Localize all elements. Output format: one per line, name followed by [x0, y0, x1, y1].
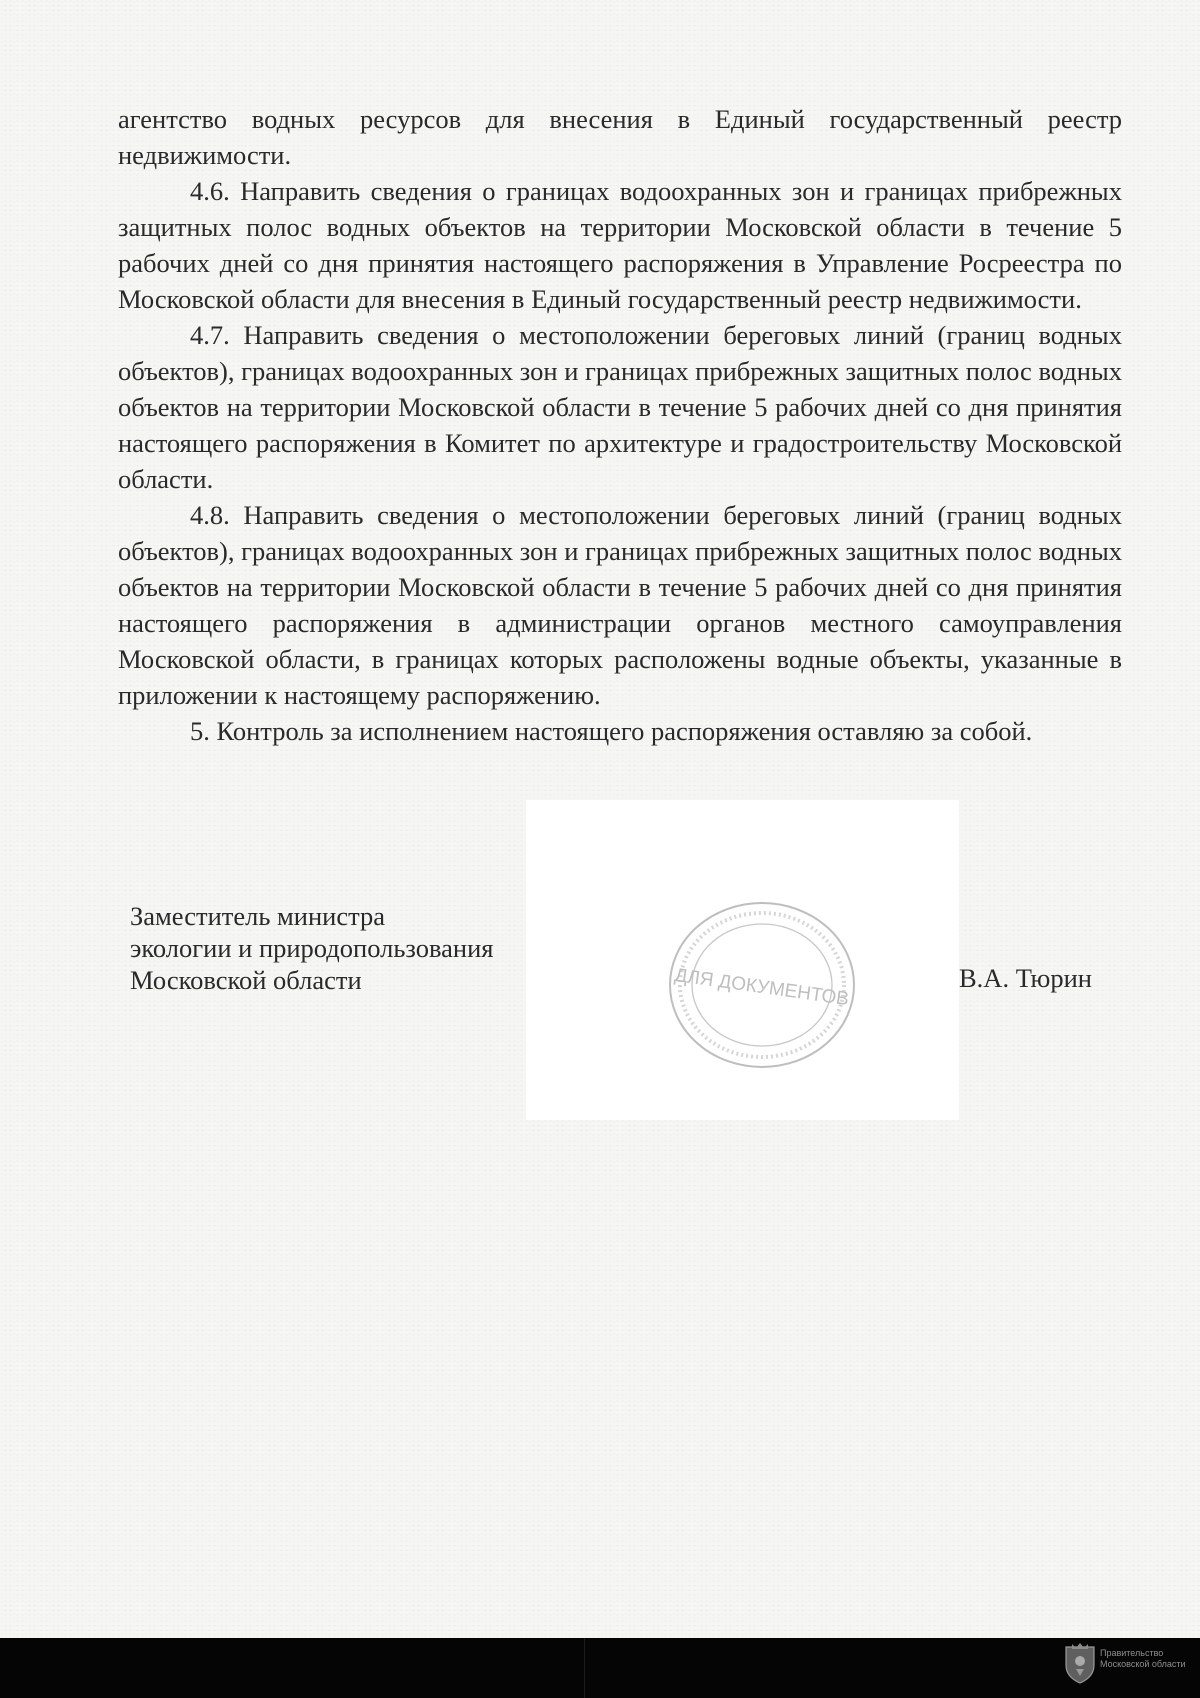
signer-title-line: Заместитель министра — [130, 901, 386, 931]
signer-title-line: экологии и природопользования — [130, 933, 494, 963]
paragraph-continuation: агентство водных ресурсов для внесения в Единый государственный реестр недвижимости. — [118, 104, 1122, 170]
official-seal — [662, 895, 862, 1075]
footer-divider — [584, 1638, 585, 1698]
paragraph-4-7: 4.7. Направить сведения о местоположении береговых линий (границ водных объектов), границах водоохранных зон и границах прибрежных защитных полос водных объектов на территории Московской области в течение 5 рабочих дней со дня принятия настоящего распоряжения в Комитет по архитектуре и градостроительству Московской области. — [118, 320, 1122, 494]
document-body — [118, 101, 1122, 749]
signer-title — [130, 900, 493, 996]
paragraph-4-6: 4.6. Направить сведения о границах водоохранных зон и границах прибрежных защитных полос водных объектов на территории Московской области в течение 5 рабочих дней со дня принятия настоящего распоряжения в Управление Росреестра по Московской области для внесения в Единый государственный реестр недвижимости. — [118, 176, 1122, 314]
footer-organization — [1100, 1648, 1196, 1670]
footer-bar — [0, 1638, 1200, 1698]
footer-org-line: Правительство — [1100, 1648, 1164, 1658]
paragraph-5: 5. Контроль за исполнением настоящего распоряжения оставляю за собой. — [190, 716, 1033, 746]
seal-text: ДЛЯ ДОКУМЕНТОВ — [673, 964, 851, 1011]
paragraph-4-8: 4.8. Направить сведения о местоположении береговых линий (границ водных объектов), границах водоохранных зон и границах прибрежных защитных полос водных объектов на территории Московской области в течение 5 рабочих дней со дня принятия настоящего распоряжения в администрации органов местного самоуправления Московской области, в границах которых расположены водные объекты, указанные в приложении к настоящему распоряжению. — [118, 500, 1122, 710]
signer-name: В.А. Тюрин — [959, 963, 1092, 993]
footer-org-line: Московской области — [1100, 1659, 1186, 1669]
signer-title-line: Московской области — [130, 965, 362, 995]
coat-of-arms-icon — [1062, 1641, 1098, 1685]
